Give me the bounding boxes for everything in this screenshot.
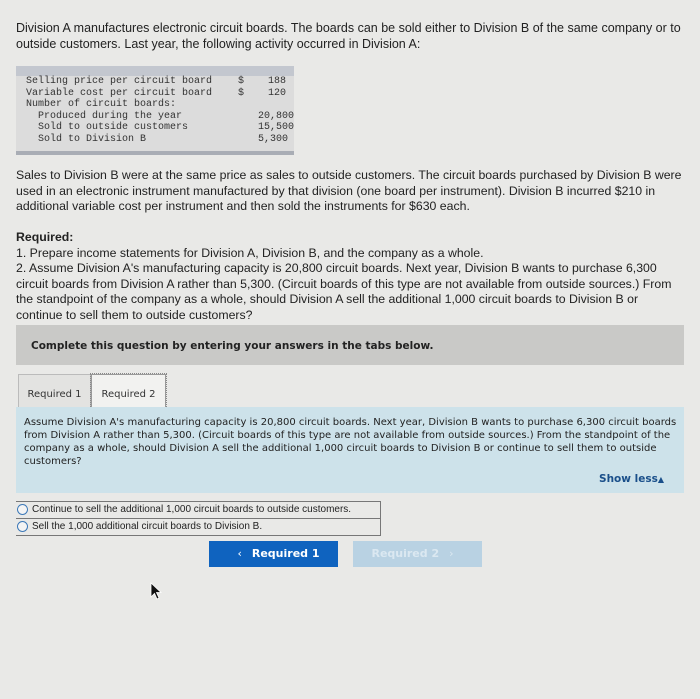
required-item-2: 2. Assume Division A's manufacturing capacity is 20,800 circuit boards. Next year, Division B wants to purchase 6,300 circuit boards from Division A rather than 5,300. (Circuit boards of this type are not available from outside sources.) From the standpoint of the company as a whole, should Division A sell the additional 1,000 circuit boards to Division B or continue to sell them to outside customers? (16, 261, 672, 322)
row-currency: $ (238, 87, 245, 99)
row-label: Produced during the year (38, 110, 183, 122)
table-row (16, 76, 294, 88)
row-value (258, 99, 286, 111)
row-label: Variable cost per circuit board (26, 87, 213, 99)
row-value: 120 (267, 87, 286, 99)
table-row (16, 134, 294, 146)
table-row (16, 88, 294, 100)
row-currency (238, 134, 258, 146)
sales-paragraph: Sales to Division B were at the same price as sales to outside customers. The circuit boards purchased by Division B were used in an electronic instrument manufactured by that division (one board per instrument). Division B incurred $210 in additional variable cost per instrument and then sold the instruments for $630 each. (16, 168, 682, 213)
prev-required-1-button[interactable] (209, 541, 338, 567)
table-row (16, 99, 294, 111)
question-panel (16, 407, 684, 493)
row-label: Selling price per circuit board (26, 76, 213, 87)
show-less-label: Show less (599, 473, 658, 485)
radio-button-icon[interactable] (17, 521, 28, 532)
tab-required-2[interactable]: Required 2 (91, 374, 166, 410)
prev-button-label: Required 1 (251, 547, 320, 560)
option-label: Continue to sell the additional 1,000 circuit boards to outside customers. (32, 504, 352, 515)
mouse-cursor-icon (150, 582, 162, 600)
triangle-up-icon: ▲ (657, 475, 664, 484)
option-sell-to-division-b[interactable] (16, 518, 380, 535)
required-heading: Required: (16, 230, 74, 244)
row-value: 20,800 (258, 110, 295, 122)
option-continue-outside[interactable] (16, 502, 380, 518)
row-currency: $ (238, 76, 245, 87)
next-required-2-button[interactable] (353, 541, 482, 567)
table-row (16, 111, 294, 123)
answer-options (16, 501, 381, 536)
instructions-banner (16, 325, 684, 365)
option-label: Sell the 1,000 additional circuit boards to Division B. (32, 521, 263, 532)
row-value: 15,500 (258, 122, 295, 133)
radio-button-icon[interactable] (17, 504, 28, 515)
row-currency (238, 111, 258, 123)
next-button-label: Required 2 (371, 547, 440, 560)
required-section (16, 230, 686, 323)
banner-text: Complete this question by entering your answers in the tabs below. (31, 340, 434, 352)
table-row (16, 122, 294, 134)
row-currency (238, 99, 258, 111)
problem-intro: Division A manufactures electronic circuit boards. The boards can be sold either to Division B of the same company or to outside customers. Last year, the following activity occurred in Division A: (16, 21, 681, 51)
chevron-left-icon: ‹ (237, 547, 242, 560)
table-footer-bar (16, 151, 294, 155)
row-label: Sold to outside customers (38, 122, 189, 133)
show-less-link[interactable] (599, 473, 664, 485)
row-label: Sold to Division B (38, 133, 147, 145)
tab-required-1[interactable]: Required 1 (18, 374, 91, 410)
row-currency (238, 122, 258, 134)
table-header-bar (16, 66, 294, 76)
row-label: Number of circuit boards: (26, 99, 177, 110)
division-a-data-table (16, 66, 294, 155)
required-item-1: 1. Prepare income statements for Division A, Division B, and the company as a whole. (16, 245, 484, 260)
question-text: Assume Division A's manufacturing capacity is 20,800 circuit boards. Next year, Division B wants to purchase 6,300 circuit boards from Division A rather than 5,300. (Circuit boards of this type are not available from outside sources.) From the standpoint of the company as a whole, should Division A sell the additional 1,000 circuit boards to Division B or continue to sell them to outside customers? (24, 417, 677, 467)
row-value: 5,300 (258, 133, 289, 145)
chevron-right-icon: › (449, 547, 454, 560)
row-value: 188 (267, 76, 286, 87)
